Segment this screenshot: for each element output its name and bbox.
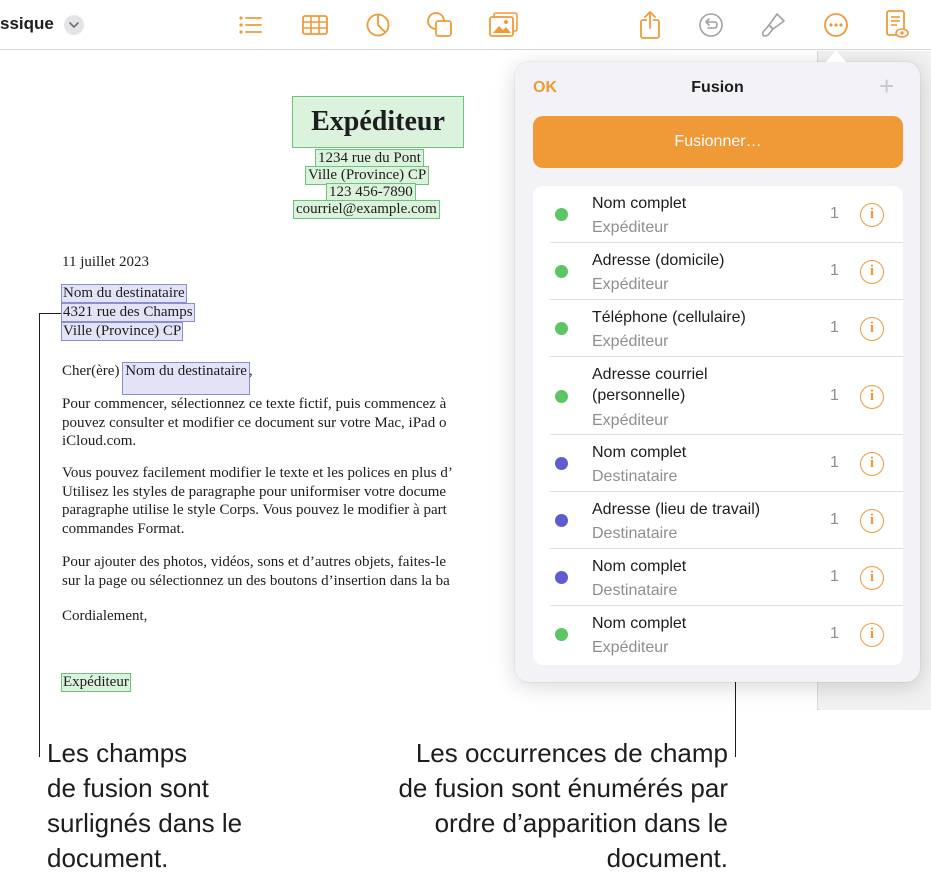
sender-dot-icon — [555, 208, 568, 221]
sender-title-field[interactable]: Expéditeur — [293, 97, 463, 147]
info-icon[interactable]: i — [860, 623, 884, 647]
ok-button[interactable]: OK — [533, 79, 557, 96]
recipient-dot-icon — [555, 514, 568, 527]
field-role: Destinataire — [592, 525, 678, 542]
add-icon[interactable]: + — [879, 71, 895, 101]
body-paragraph-3[interactable] — [62, 553, 518, 590]
field-name: Nom complet — [592, 615, 687, 632]
info-icon[interactable]: i — [860, 509, 884, 533]
merge-popover — [515, 62, 920, 682]
field-role: Expéditeur — [592, 276, 669, 293]
callout-right-caption: Les occurrences de champ de fusion sont énumérés par ordre d’apparition dans le document. — [398, 738, 728, 873]
salutation-recipient-field[interactable]: Nom du destinataire — [123, 363, 249, 394]
info-icon[interactable]: i — [860, 452, 884, 476]
body-line: iCloud.com. — [62, 433, 137, 449]
sender-email-field[interactable]: courriel@example.com — [296, 201, 437, 217]
list-item[interactable] — [533, 357, 903, 435]
info-icon[interactable]: i — [860, 317, 884, 341]
list-item[interactable] — [533, 549, 903, 606]
field-count: 1 — [830, 319, 839, 336]
body-line: Pour commencer, sélectionnez ce texte fictif, puis commencez à — [62, 396, 447, 412]
field-name: Nom complet — [592, 444, 687, 461]
callout-left-tick — [39, 313, 61, 314]
field-role: Expéditeur — [592, 639, 669, 656]
sender-dot-icon — [555, 322, 568, 335]
closing: Cordialement, — [62, 608, 148, 624]
field-name: Adresse (domicile) — [592, 252, 725, 269]
info-icon[interactable]: i — [860, 260, 884, 284]
sender-city-field[interactable]: Ville (Province) CP — [308, 167, 427, 183]
list-item[interactable] — [533, 435, 903, 492]
sender-dot-icon — [555, 265, 568, 278]
callout-left-caption: Les champs de fusion sont surlignés dans le document. — [47, 738, 243, 873]
field-role: Destinataire — [592, 582, 678, 599]
field-role: Destinataire — [592, 468, 678, 485]
body-line: sur la page ou sélectionnez un des boutons d’insertion dans la ba — [62, 572, 450, 589]
sender-address-field[interactable]: 1234 rue du Pont — [318, 150, 421, 166]
field-name: Nom complet — [592, 558, 687, 575]
merge-button[interactable]: Fusionner… — [533, 116, 903, 168]
undo-icon[interactable] — [695, 9, 727, 41]
chart-icon[interactable] — [362, 9, 394, 41]
sender-dot-icon — [555, 390, 568, 403]
shapes-icon[interactable] — [424, 9, 456, 41]
more-icon[interactable] — [820, 9, 852, 41]
salutation-prefix: Cher(ère) — [62, 363, 124, 379]
salutation-suffix: , — [248, 363, 253, 379]
field-count: 1 — [830, 454, 839, 471]
field-role: Expéditeur — [592, 412, 669, 429]
sender-dot-icon — [555, 628, 568, 641]
field-name: Adresse courriel (personnelle) — [592, 366, 708, 404]
field-name: Téléphone (cellulaire) — [592, 309, 746, 326]
recipient-address-field[interactable]: 4321 rue des Champs — [63, 304, 193, 320]
body-line: pouvez consulter et modifier ce document sur votre Mac, iPad o — [62, 414, 447, 431]
field-count: 1 — [830, 387, 839, 404]
list-icon[interactable] — [234, 9, 266, 41]
list-item[interactable] — [533, 243, 903, 300]
body-paragraph-1[interactable] — [62, 395, 518, 451]
signature-sender-field[interactable]: Expéditeur — [63, 674, 129, 690]
popover-title: Fusion — [691, 79, 744, 96]
field-count: 1 — [830, 511, 839, 528]
field-name: Adresse (lieu de travail) — [592, 501, 761, 518]
recipient-city-field[interactable]: Ville (Province) CP — [63, 323, 182, 339]
body-line: commandes Format. — [62, 520, 185, 537]
share-icon[interactable] — [634, 9, 666, 41]
document-title[interactable]: ssique — [0, 14, 54, 33]
field-count: 1 — [830, 625, 839, 642]
field-count: 1 — [830, 205, 839, 222]
field-role: Expéditeur — [592, 333, 669, 350]
info-icon[interactable]: i — [860, 203, 884, 227]
field-count: 1 — [830, 568, 839, 585]
list-item[interactable] — [533, 300, 903, 357]
body-paragraph-2[interactable] — [62, 464, 518, 538]
format-paintbrush-icon[interactable] — [757, 9, 789, 41]
sender-phone-field[interactable]: 123 456-7890 — [329, 184, 413, 200]
body-line: Vous pouvez facilement modifier le texte et les polices en plus d’ — [62, 465, 453, 481]
toolbar — [0, 0, 931, 50]
letter-date: 11 juillet 2023 — [62, 254, 149, 270]
media-icon[interactable] — [488, 9, 520, 41]
list-item[interactable] — [533, 186, 903, 243]
salutation — [62, 363, 253, 394]
recipient-name-field[interactable]: Nom du destinataire — [63, 285, 185, 301]
field-role: Expéditeur — [592, 219, 669, 236]
recipient-dot-icon — [555, 571, 568, 584]
info-icon[interactable]: i — [860, 566, 884, 590]
recipient-dot-icon — [555, 457, 568, 470]
list-item[interactable] — [533, 606, 903, 665]
field-name: Nom complet — [592, 195, 687, 212]
body-line: paragraphe utilise le style Corps. Vous pouvez le modifier à part — [62, 502, 447, 518]
merge-field-list — [533, 186, 903, 665]
body-line: Pour ajouter des photos, vidéos, sons et d’autres objets, faites-le — [62, 554, 447, 570]
body-line: Utilisez les styles de paragraphe pour uniformiser votre docume — [62, 483, 447, 500]
chevron-down-icon[interactable] — [64, 15, 84, 35]
reading-view-icon[interactable] — [880, 9, 912, 41]
table-icon[interactable] — [299, 9, 331, 41]
list-item[interactable] — [533, 492, 903, 549]
info-icon[interactable]: i — [860, 385, 884, 409]
popover-pointer — [826, 50, 846, 62]
callout-left-line — [39, 313, 40, 757]
field-count: 1 — [830, 262, 839, 279]
